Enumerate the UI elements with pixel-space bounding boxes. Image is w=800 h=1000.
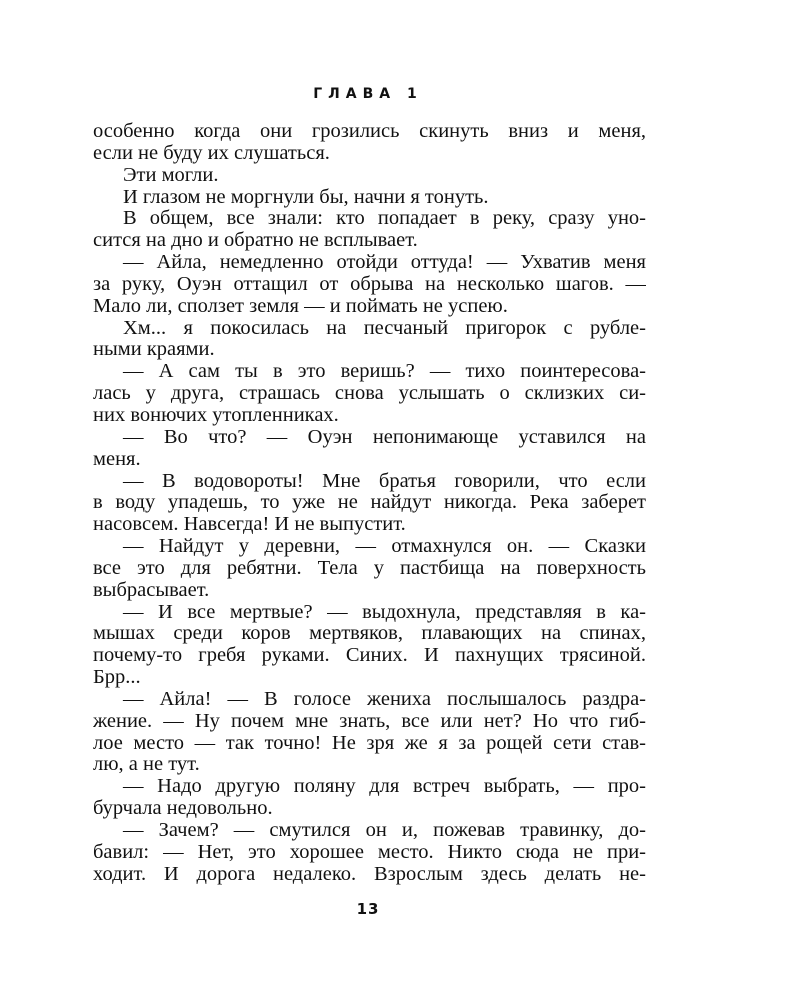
text-line: Брр... [93, 667, 141, 689]
text-line: в воду упадешь, то уже не найдут никогда. Река заберет [93, 492, 646, 514]
text-line: — И все мертвые? — выдохнула, представляя в ка- [123, 601, 646, 623]
text-line: Мало ли, сползет земля — и поймать не успею. [93, 295, 508, 317]
text-line: жение. — Ну почем мне знать, все или нет? Но что гиб- [93, 710, 646, 732]
text-line: — Найдут у деревни, — отмахнулся он. — Сказки [123, 536, 646, 558]
text-line: И глазом не моргнули бы, начни я тонуть. [123, 186, 489, 208]
text-line: бавил: — Нет, это хорошее место. Никто сюда не при- [93, 841, 646, 863]
text-line: — Айла, немедленно отойди оттуда! — Ухватив меня [123, 252, 646, 274]
text-line: — Надо другую поляну для встреч выбрать, — про- [123, 776, 646, 798]
text-line: лю, а не тут. [93, 754, 200, 776]
text-line: — В водовороты! Мне братья говорили, что если [123, 470, 646, 492]
text-line: ными краями. [93, 339, 215, 361]
page-number: 13 [356, 900, 380, 918]
body-text [93, 121, 646, 886]
text-line: — Айла! — В голосе жениха послышалось раздра- [123, 688, 646, 710]
text-line: бурчала недовольно. [93, 798, 273, 820]
text-line: В общем, все знали: кто попадает в реку, сразу уно- [123, 208, 646, 230]
chapter-header: ГЛАВА 1 [313, 86, 423, 102]
text-line: почему-то гребя руками. Синих. И пахнущих трясиной. [93, 645, 646, 667]
text-line: — Во что? — Оуэн непонимающе уставился на [123, 426, 646, 448]
text-line: за руку, Оуэн оттащил от обрыва на несколько шагов. — [93, 273, 646, 295]
text-line: Эти могли. [123, 164, 219, 186]
text-line: них вонючих утопленниках. [93, 404, 339, 426]
text-line: особенно когда они грозились скинуть вниз и меня, [93, 121, 646, 142]
text-line: лое место — так точно! Не зря же я за рощей сети став- [93, 732, 646, 754]
text-line: лась у друга, страшась снова услышать о склизких си- [93, 383, 646, 405]
text-line: выбрасывает. [93, 579, 210, 601]
text-line: если не буду их слушаться. [93, 142, 330, 164]
text-line: меня. [93, 448, 141, 470]
text-line: все это для ребятни. Тела у пастбища на поверхность [93, 557, 646, 579]
text-line: ходит. И дорога недалеко. Взрослым здесь делать не- [93, 863, 646, 885]
text-line: Хм... я покосилась на песчаный пригорок с рубле- [123, 317, 646, 339]
text-line: сится на дно и обратно не всплывает. [93, 230, 418, 252]
text-line: — А сам ты в это веришь? — тихо поинтересова- [123, 361, 646, 383]
text-line: мышах среди коров мертвяков, плавающих на спинах, [93, 623, 646, 645]
text-line: — Зачем? — смутился он и, пожевав травинку, до- [123, 820, 646, 841]
text-line: насовсем. Навсегда! И не выпустит. [93, 514, 406, 536]
